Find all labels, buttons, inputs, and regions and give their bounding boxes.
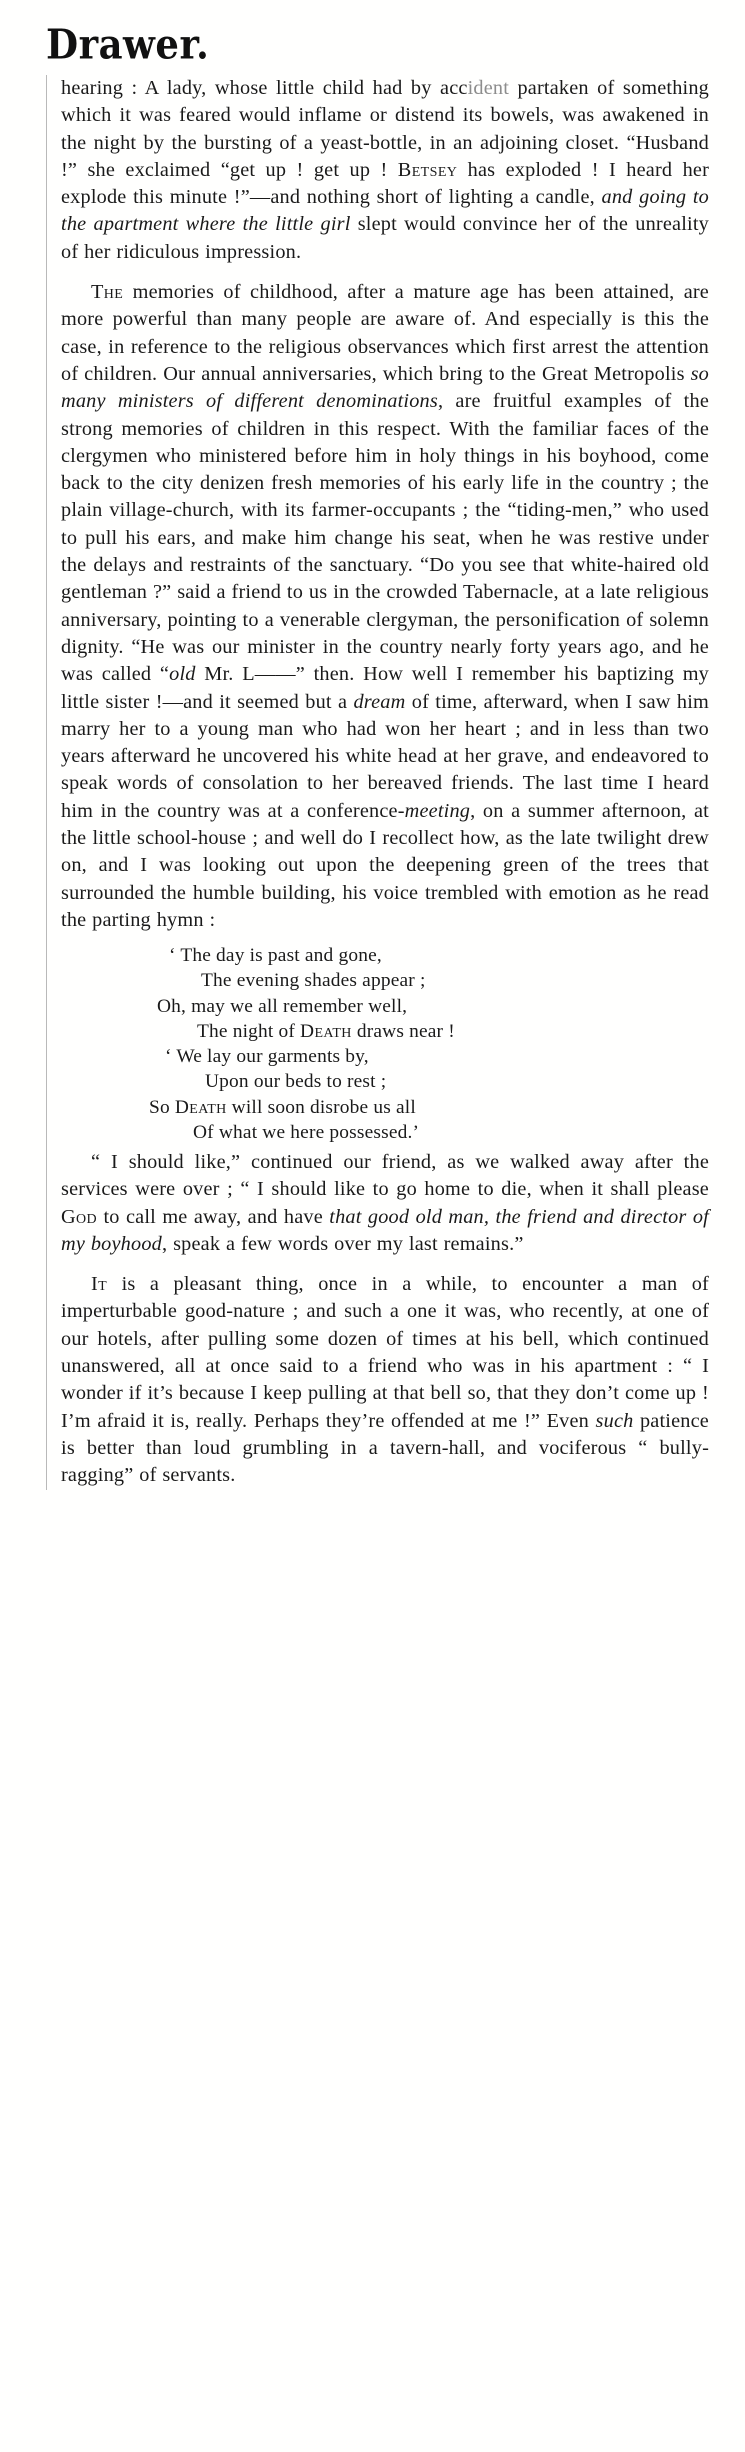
verse-line: The night of Death draws near !: [197, 1020, 455, 1042]
verse-line: The evening shades appear ;: [201, 970, 426, 992]
text-run: “ I should like,” continued our friend, as we walked away after the services were over ; “ I should like to go home to die, when it shall please: [61, 1150, 709, 1201]
text-run: Mr. L——” then. How well I remember his baptizing my little sister !—and it seemed but a: [61, 663, 709, 713]
text-run: memories of childhood, after a mature age has been attained, are more powerful than many people are aware of. And especially is this the case, in reference to the religious observances which first arrest the attention of children. Our annual anniversaries, which bring to the Great Metropolis: [61, 281, 709, 385]
italic-text: so many ministers of different denominations: [61, 362, 709, 413]
verse-line: Upon our beds to rest ;: [205, 1071, 387, 1093]
italic-text: that good old man, the friend and director of my boyhood: [61, 1205, 709, 1255]
small-caps-text: Death: [300, 1020, 352, 1042]
paragraph: [61, 75, 709, 266]
text-run: patience is better than loud grumbling in a tavern-hall, and vociferous “ bully-ragging” of servants.: [61, 1409, 709, 1487]
text-run: is a pleasant thing, once in a while, to encounter a man of imperturbable good-nature ; and such a one it was, who recently, at one of our hotels, after pulling some dozen of times at his bell, which continued unanswered, all at once said to a friend who was in his apartment : “ I wonder if it’s because I keep pulling at that bell so, that they don’t come up ! I’m afraid it is, really. Perhaps they’re offended at me !” Even: [61, 1273, 709, 1432]
paragraph-block-top: [61, 75, 709, 934]
verse-line: Of what we here possessed.’: [193, 1121, 420, 1143]
paragraph: [61, 279, 709, 934]
faded-text: ident: [467, 77, 510, 99]
text-run: to call me away, and have: [97, 1205, 330, 1228]
paragraph: [61, 1149, 709, 1258]
small-caps-text: It: [91, 1273, 108, 1296]
paragraph-block-bottom: [61, 1149, 709, 1490]
paragraph: [61, 1271, 709, 1489]
text-run: hearing : A lady, whose little child had by acc: [61, 77, 468, 99]
text-run: , on a summer afternoon, at the little school-house ; and well do I recollect how, as the late twilight drew on, and I was looking out upon the deepening green of the trees that surrounded the humble building, his voice trembled with emotion as he read the parting hymn :: [61, 799, 709, 931]
text-run: has exploded ! I heard her explode this minute !”—and nothing short of lighting a candle,: [61, 158, 710, 209]
italic-text: meeting: [404, 799, 471, 822]
verse-line: ‘ We lay our garments by,: [165, 1046, 369, 1068]
text-run: of time, afterward, when I saw him marry her to a young man who had won her heart ; and in less than two years afterward he uncovered his white head at her grave, and endeavored to speak words of consolation to her bereaved friends. The last time I heard him in the country was at a conference-: [61, 690, 709, 822]
small-caps-text: God: [61, 1205, 98, 1228]
small-caps-text: The: [91, 281, 124, 304]
text-column: [46, 75, 709, 1490]
italic-text: and going to the apartment where the little girl: [61, 186, 709, 236]
verse-line: ‘ The day is past and gone,: [169, 945, 382, 967]
text-run: , are fruitful examples of the strong memories of children in this respect. With the familiar faces of the clergymen who ministered before him in holy things in his boyhood, come back to the city denizen fresh memories of his early life in the country ; the plain village-church, with its farmer-occupants ; the “tiding-men,” who used to pull his ears, and make him change his seat, when he was restive under the delays and restraints of the sanctuary. “Do you see that white-haired old gentleman ?” said a friend to us in the crowded Tabernacle, at a late religious anniversary, pointing to a venerable clergyman, the personification of solemn dignity. “He was our minister in the country nearly forty years ago, and he was called “: [61, 390, 710, 686]
text-run: partaken of something which it was feared would inflame or distend its bowels, was awakened in the night by the bursting of a yeast-bottle, in an adjoining closet. “Husband !” she exclaimed “get up ! get up !: [61, 77, 710, 181]
text-run: , speak a few words over my last remains.”: [161, 1232, 524, 1255]
small-caps-text: Betsey: [397, 158, 458, 181]
page-title: Drawer.: [46, 19, 210, 69]
italic-text: dream: [353, 690, 406, 713]
text-run: slept would convince her of the unreality of her ridiculous impression.: [61, 213, 709, 263]
verse-line: So Death will soon disrobe us all: [149, 1096, 416, 1118]
italic-text: old: [169, 663, 196, 686]
small-caps-text: Death: [174, 1096, 227, 1118]
italic-text: such: [595, 1409, 634, 1432]
verse-line: Oh, may we all remember well,: [157, 995, 408, 1017]
verse-block: [61, 943, 709, 1145]
